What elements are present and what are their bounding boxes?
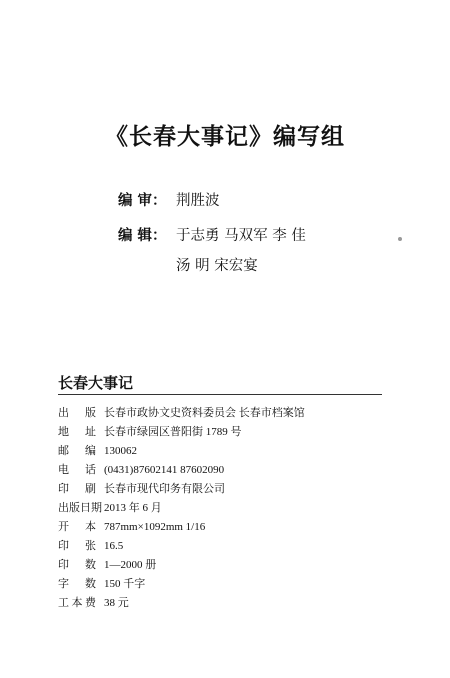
colophon bbox=[58, 404, 305, 613]
editors-names-1: 于志勇 马双军 李 佳 bbox=[176, 228, 306, 244]
colophon-label: 印数 bbox=[58, 559, 96, 571]
colophon-row-publisher bbox=[58, 404, 305, 423]
colophon-value: 787mm×1092mm 1/16 bbox=[104, 521, 206, 533]
colophon-value: 长春市政协文史资料委员会 长春市档案馆 bbox=[104, 407, 305, 419]
editors-names-2: 汤 明 宋宏宴 bbox=[176, 258, 258, 274]
colophon-label: 字数 bbox=[58, 578, 96, 590]
colophon-label: 地址 bbox=[58, 426, 96, 438]
colophon-row-postcode bbox=[58, 442, 305, 461]
colophon-value: 长春市现代印务有限公司 bbox=[104, 483, 225, 495]
colophon-value: 16.5 bbox=[104, 540, 124, 552]
colophon-value: 长春市绿园区普阳街 1789 号 bbox=[104, 426, 242, 438]
colophon-value: 38 元 bbox=[104, 597, 129, 609]
colophon-value: 150 千字 bbox=[104, 578, 146, 590]
colophon-row-phone bbox=[58, 461, 305, 480]
reviewer-names: 荆胜波 bbox=[176, 193, 220, 209]
editors-label: 编 辑： bbox=[118, 227, 167, 244]
book-title: 长春大事记 bbox=[58, 374, 134, 392]
colophon-row-sheets bbox=[58, 537, 305, 556]
colophon-label: 印张 bbox=[58, 540, 96, 552]
colophon-value: 1—2000 册 bbox=[104, 559, 157, 571]
colophon-row-date bbox=[58, 499, 305, 518]
colophon-label: 工本费 bbox=[58, 597, 96, 609]
colophon-value: 2013 年 6 月 bbox=[104, 502, 162, 514]
colophon-value: (0431)87602141 87602090 bbox=[104, 464, 225, 476]
speck-mark bbox=[398, 237, 402, 241]
colophon-row-format bbox=[58, 518, 305, 537]
colophon-value: 130062 bbox=[104, 445, 137, 457]
colophon-label: 出版日期 bbox=[58, 502, 102, 514]
divider bbox=[58, 394, 382, 395]
reviewer-line bbox=[118, 189, 220, 210]
colophon-label: 电话 bbox=[58, 464, 96, 476]
colophon-label: 开本 bbox=[58, 521, 96, 533]
page-title: 《长春大事记》编写组 bbox=[105, 123, 345, 150]
reviewer-label: 编 审： bbox=[118, 192, 167, 209]
colophon-row-word-count bbox=[58, 575, 305, 594]
colophon-row-print-run bbox=[58, 556, 305, 575]
colophon-row-printer bbox=[58, 480, 305, 499]
colophon-row-price bbox=[58, 594, 305, 613]
editors-line bbox=[118, 224, 306, 245]
colophon-label: 印刷 bbox=[58, 483, 96, 495]
colophon-row-address bbox=[58, 423, 305, 442]
colophon-label: 邮编 bbox=[58, 445, 96, 457]
colophon-label: 出版 bbox=[58, 407, 96, 419]
